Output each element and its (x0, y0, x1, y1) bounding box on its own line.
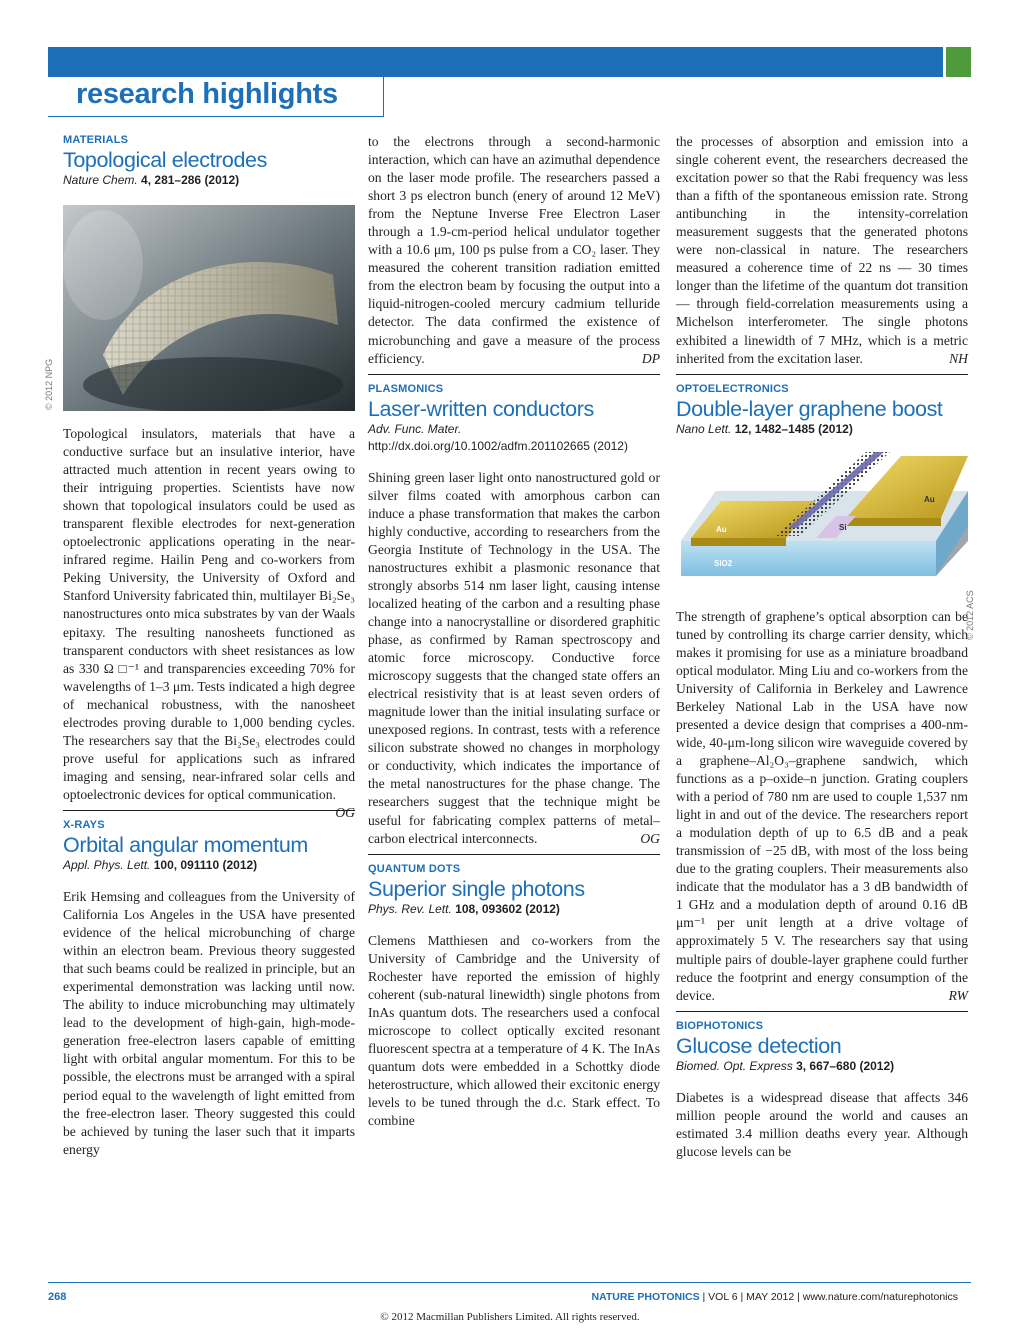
copyright: © 2012 Macmillan Publishers Limited. All rights reserved. (380, 1311, 640, 1323)
page-title: research highlights (76, 78, 338, 110)
category-label: OPTOELECTRONICS (676, 382, 789, 395)
article-reference: Appl. Phys. Lett. 100, 091110 (2012) (63, 857, 258, 872)
article-body-part1: Clemens Matthiesen and co-workers from the University of Cambridge and the University of Rochester have reported the emission of highly coherent (sub-natural linewidth) single photons from InAs quantum dots. The researchers used a confocal microscope to collect optically excited resonant fluorescent spectra at a temperature of 4 K. The InAs quantum dots were embedded in a Schottky diode heterostructure, which allowed their excitonic energy levels to be tuned through the d.c. Stark effect. To combine (368, 932, 660, 1129)
header-bar (48, 47, 943, 77)
category-label: QUANTUM DOTS (368, 862, 461, 875)
article-reference: Nano Lett. 12, 1482–1485 (2012) (676, 421, 853, 436)
divider (676, 1011, 968, 1012)
fig-label-si: Si (839, 522, 847, 532)
photo-credit: © 2012 NPG (44, 358, 54, 410)
article-body-part2: to the electrons through a second-harmonic interaction, which can have an azimuthal dependence on the laser mode profile. The researchers passed a short 3 ps electron bunch (enery of around 12 MeV) from the Neptune Inverse Free Electron Laser through a 1.9-cm-period helical undulator together with a 10.6 μm, 100 ps pulse from a CO₂ laser. They measured the coherent transition radiation emitted from the electron beam by focusing the output into a liquid-nitrogen-cooled mercury cadmium telluride detector. The data confirmed the existence of microbunching and gave a measure of the process efficiency. DP (368, 134, 660, 366)
fig-label-au-left: Au (716, 524, 727, 534)
column-3 (676, 133, 968, 1161)
article-body-part2: the processes of absorption and emission into a single coherent event, the researchers decreased the excitation power so that the Rabi frequency was less than a fifth of the spontaneous emission rate. Strong antibunching in the intensity-correlation measurement suggests that the generated photons were non-classical in nature. The researchers measured a coherence time of 22 ns — 30 times longer than the lifetime of the quantum dot transition — through field-correlation measurements using a Michelson interferometer. The single photons exhibited a linewidth of 7 MHz, which is a metric inherited from the excitation laser. NH (676, 134, 968, 366)
header-accent (946, 47, 971, 77)
article-reference: Biomed. Opt. Express 3, 667–680 (2012) (676, 1058, 895, 1073)
category-label: MATERIALS (63, 134, 129, 146)
flexible-electrode-photo (63, 205, 355, 411)
page-number: 268 (48, 1291, 67, 1303)
fig-label-sio2: SiO2 (714, 558, 733, 568)
article-title: Superior single photons (368, 876, 585, 901)
article-body: The strength of graphene’s optical absorption can be tuned by controlling its charge carrier density, which makes it promising for use as a miniature broadband optical modulator. Ming Liu and co-workers from the University of California in Berkeley and Lawrence Berkeley National Lab in the USA have now presented a device design that comprises a 400-nm-wide, 40-μm-long silicon wire waveguide covered by a graphene–Al₂O₃–graphene sandwich, which functions as a p–oxide–n junction. Grating couplers with a period of 780 nm are used to couple 1,537 nm light in and out of the device. The researchers report a modulation depth of up to 6.5 dB and a peak transmission of −25 dB, with most of the loss being due to the grating couplers. Their measurements also indicate that the modulator has a 3 dB bandwidth of 1 GHz and a modulation depth of around 0.16 dB μm⁻¹ per unit length at a drive voltage of approximately 5 V. The researchers say that using multiple pairs of double-layer graphene could further reduce the footprint and energy consumption of the device. RW (676, 608, 968, 1003)
article-reference: Phys. Rev. Lett. 108, 093602 (2012) (368, 901, 560, 916)
article-title: Topological electrodes (63, 148, 267, 172)
column-1 (63, 133, 355, 1159)
article-title: Glucose detection (676, 1033, 842, 1058)
column-2 (368, 133, 660, 1130)
article-title: Laser-written conductors (368, 396, 594, 421)
journal-info: NATURE PHOTONICS | VOL 6 | MAY 2012 | www.nature.com/naturephotonics (591, 1291, 958, 1303)
article-body: Shining green laser light onto nanostructured gold or silver films coated with amorphous carbon can induce a phase transformation that makes the carbon highly conductive, according to researchers from the Georgia Institute of Technology in the USA. The nanostructures exhibit a plasmonic resonance that strongly absorbs 514 nm laser light, causing intense localized heating of the carbon and a resulting phase change into a nanocrystalline or disordered graphitic phase, as confirmed by Raman spectroscopy and atomic force microscopy. Conductive force microscopy suggests that the changed state offers an electrical resistivity that is at least seven orders of magnitude lower than the initial insulating surface or unexposed regions. In contrast, tests with a reference silicon substrate showed no changes in morphology or conductivity, which indicates the importance of the metal nanostructures for the phase change. The researchers suggest that the technique might be useful for fabricating complex patterns of metal–carbon electrical interconnects. OG (368, 469, 660, 846)
article-body: Diabetes is a widespread disease that affects 346 million people around the world and causes an estimated 3.4 million deaths every year. Although glucose levels can be (676, 1089, 968, 1159)
fig-label-au-right: Au (924, 494, 935, 504)
divider (368, 854, 660, 855)
category-label: PLASMONICS (368, 382, 444, 395)
article-reference: Nature Chem. 4, 281–286 (2012) (63, 173, 240, 187)
category-label: X-RAYS (63, 818, 105, 831)
article-title: Double-layer graphene boost (676, 396, 943, 421)
figure-credit: © 2012 ACS (965, 590, 975, 640)
footer-rule (48, 1282, 971, 1283)
article-title: Orbital angular momentum (63, 832, 308, 857)
divider (676, 374, 968, 375)
divider (368, 374, 660, 375)
divider (63, 810, 355, 811)
modulator-schematic (676, 446, 968, 596)
article-reference: Adv. Func. Mater. http://dx.doi.org/10.1002/adfm.201102665 (2012) (368, 421, 628, 453)
article-body-part1: Erik Hemsing and colleagues from the University of California Los Angeles in the USA have presented evidence of the helical microbunching of charge within an electron beam. Previous theory suggested that such beams could be realized in principle, but an experimental demonstration was lacking until now. The ability to induce microbunching may ultimately lead to the development of high-gain, high-mode-generation free-electron lasers capable of emitting light with orbital angular momentum. For this to be possible, the electrons must be arranged with a spiral period equal to the wavelength of light emitted from the free-electron laser. Theory suggested this could be achieved by tuning the laser such that it imparts energy (63, 888, 355, 1157)
article-body: Topological insulators, materials that have a conductive surface but an insulative interior, have attracted much attention in recent years owing to their intriguing properties. Scientists have now shown that topological insulators could be used as transparent flexible electrodes for next-generation optoelectronic applications operating in the near-infrared regime. Hailin Peng and co-workers from Peking University, the University of Oxford and Stanford University fabricated thin, multilayer Bi₂Se₃ nanostructures onto mica substrates by van der Waals epitaxy. The resulting nanosheets functioned as transparent conductors with sheet resistances as low as 330 Ω □⁻¹ and transparencies exceeding 70% for wavelengths of 1–3 μm. Tests indicated a high degree of mechanical robustness, with the nanosheet electrodes proving durable to 1,000 bending cycles. The researchers say that the Bi₂Se₃ electrodes could prove useful for applications such as infrared imaging and sensing, near-infrared solar cells and optoelectronic devices for optical communication. OG (63, 426, 355, 820)
category-label: BIOPHOTONICS (676, 1019, 764, 1032)
